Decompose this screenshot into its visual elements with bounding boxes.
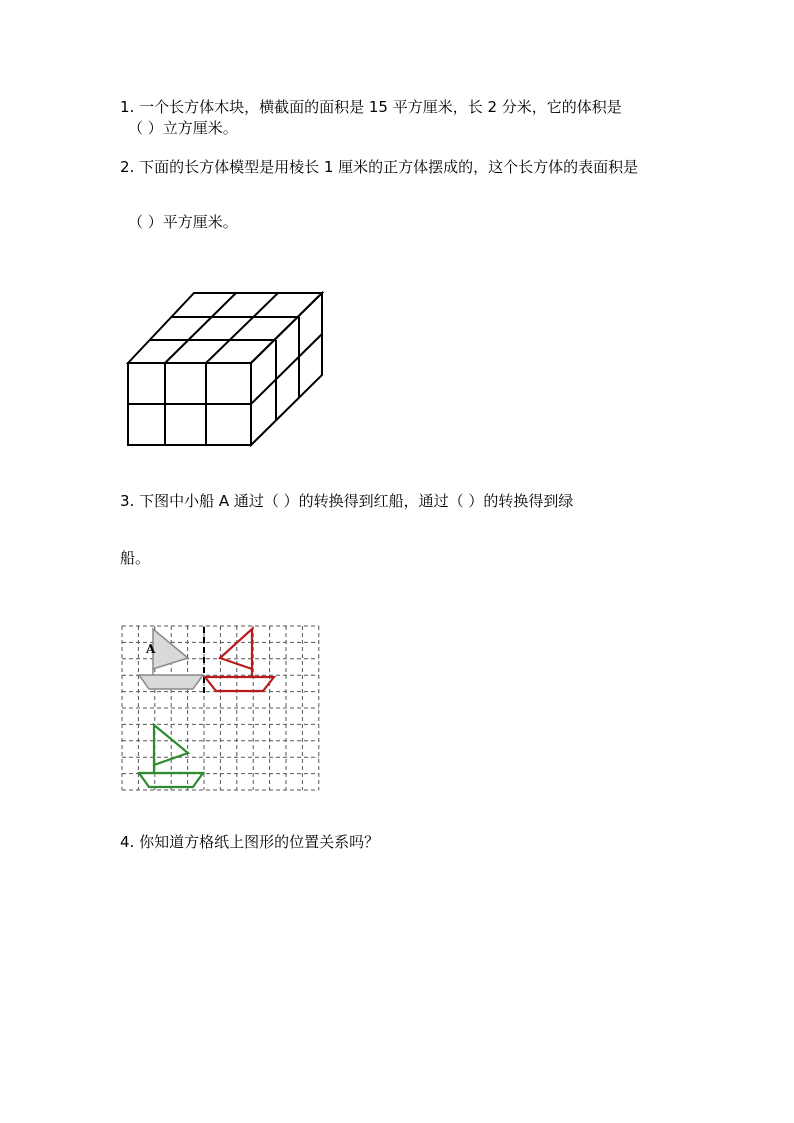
question-3-line-1: 3. 下图中小船 A 通过（ ）的转换得到红船，通过（ ）的转换得到绿 <box>120 492 574 510</box>
question-3-line-2: 船。 <box>120 549 151 567</box>
question-2-line-1: 2. 下面的长方体模型是用棱长 1 厘米的正方体摆成的，这个长方体的表面积是 <box>120 158 639 176</box>
question-4-line-1: 4. 你知道方格纸上图形的位置关系吗？ <box>120 833 380 851</box>
cuboid-figure <box>126 291 326 451</box>
question-1-line-1: 1. 一个长方体木块，横截面的面积是 15 平方厘米，长 2 分米，它的体积是 <box>120 98 622 116</box>
boat-a-label: A <box>146 642 156 656</box>
boat-grid-figure <box>121 625 321 791</box>
question-1-line-2: （ ）立方厘米。 <box>128 119 238 137</box>
question-2-line-2: （ ）平方厘米。 <box>128 213 238 231</box>
boat-red <box>205 629 274 691</box>
